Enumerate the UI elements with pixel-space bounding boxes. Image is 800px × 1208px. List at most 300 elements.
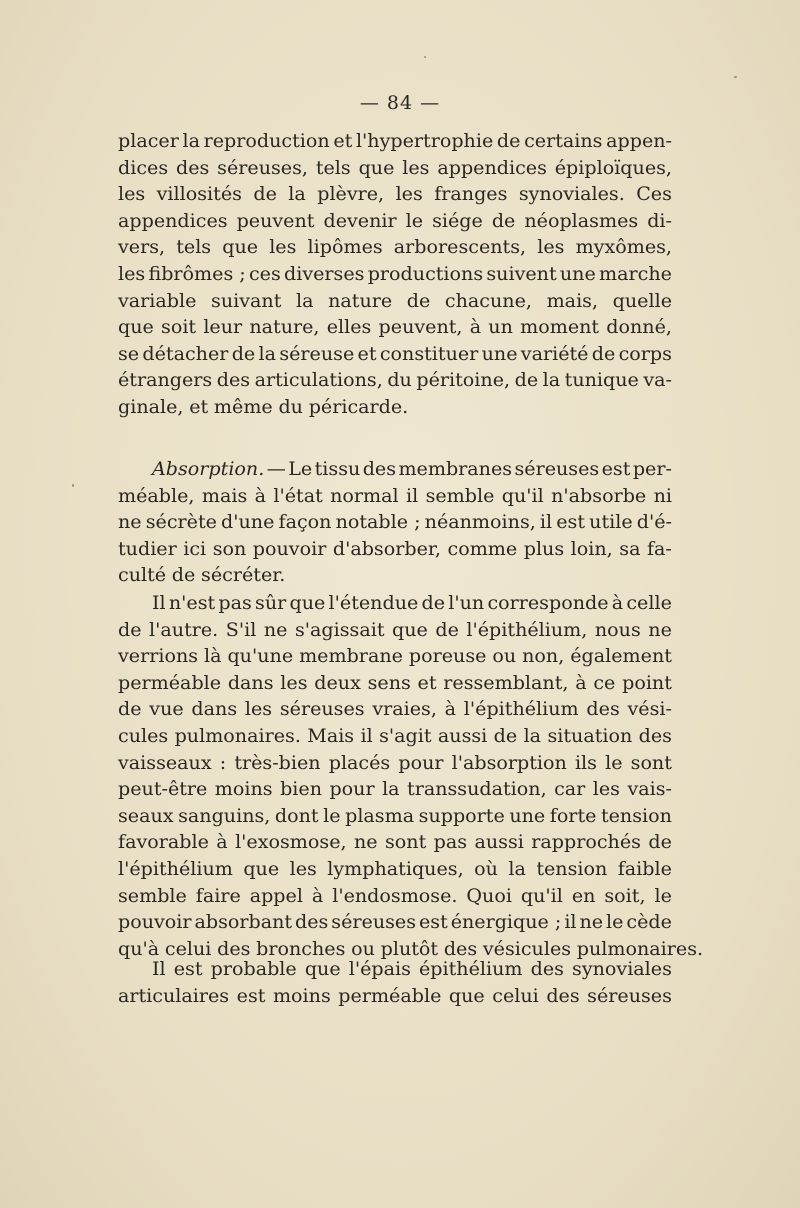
word: absorbant bbox=[194, 910, 293, 934]
word: des bbox=[295, 910, 329, 934]
word: est bbox=[556, 510, 586, 534]
text-line bbox=[118, 394, 672, 421]
word: siége bbox=[432, 208, 483, 232]
word: des bbox=[216, 368, 251, 392]
word: sa bbox=[619, 536, 641, 560]
word: ce bbox=[593, 670, 616, 694]
word: du bbox=[387, 368, 412, 392]
word: villosités bbox=[156, 182, 242, 206]
word: nature, bbox=[249, 315, 320, 339]
text-line bbox=[118, 983, 672, 1010]
text-line bbox=[118, 314, 672, 341]
word: tension bbox=[600, 803, 672, 827]
word: supporte bbox=[418, 803, 505, 827]
word: qu'à bbox=[118, 936, 160, 960]
text-line bbox=[118, 261, 672, 288]
word: productions bbox=[367, 261, 484, 285]
word: suivent bbox=[486, 261, 557, 285]
word: les bbox=[537, 235, 565, 259]
word: pas bbox=[218, 591, 252, 614]
word: est bbox=[236, 983, 266, 1007]
word: néoplasmes bbox=[524, 208, 639, 232]
word: notable ; bbox=[335, 510, 421, 534]
word: ne bbox=[648, 617, 672, 641]
word: les bbox=[289, 856, 317, 880]
word: peuvent, bbox=[378, 315, 463, 339]
word: l'un bbox=[448, 591, 485, 614]
word: vue bbox=[149, 697, 184, 721]
word: épithélium bbox=[419, 957, 523, 980]
word: pour bbox=[329, 777, 375, 801]
text-line bbox=[118, 128, 672, 155]
text-line bbox=[118, 341, 672, 368]
text-line bbox=[118, 750, 672, 777]
word: des bbox=[217, 936, 251, 960]
text-line bbox=[118, 776, 672, 803]
word: les bbox=[402, 155, 430, 179]
word: Quoi bbox=[466, 883, 512, 907]
word: de bbox=[171, 563, 196, 587]
word: nature bbox=[328, 288, 393, 312]
word: son bbox=[212, 536, 247, 560]
word: des bbox=[530, 957, 564, 980]
word: épiploïques, bbox=[554, 155, 672, 179]
word: l'autre. bbox=[149, 617, 219, 641]
word: la bbox=[523, 723, 542, 747]
word: l'épithélium bbox=[118, 856, 233, 880]
word: les bbox=[269, 235, 297, 259]
word: per- bbox=[632, 457, 672, 480]
text-line bbox=[118, 509, 672, 536]
word: lymphatiques, bbox=[327, 856, 464, 880]
word: pulmonaires. bbox=[576, 936, 704, 960]
word: l'épithélium, bbox=[466, 617, 588, 641]
section-heading: Absorption. bbox=[152, 457, 265, 480]
paper-speck bbox=[72, 484, 74, 487]
word: de bbox=[118, 617, 142, 641]
word: franges bbox=[434, 182, 508, 206]
word: marche bbox=[599, 261, 672, 285]
text-line bbox=[118, 208, 672, 235]
word: le bbox=[605, 750, 623, 774]
word: utile bbox=[589, 510, 633, 534]
word: faible bbox=[617, 856, 672, 880]
word: ne bbox=[118, 510, 142, 534]
word: qu'il bbox=[501, 483, 544, 507]
word: fibrômes ; bbox=[148, 261, 246, 285]
text-line bbox=[118, 829, 672, 856]
word: ils bbox=[574, 750, 597, 774]
word: à bbox=[575, 670, 587, 694]
word: nous bbox=[594, 617, 641, 641]
word: qu'une bbox=[227, 644, 294, 668]
word: perméable bbox=[118, 670, 222, 694]
word: articulations, bbox=[254, 368, 383, 392]
word: n'absorbe bbox=[551, 483, 647, 507]
word: — bbox=[266, 457, 286, 480]
paragraph-epithelium bbox=[118, 590, 704, 962]
word: Il bbox=[152, 957, 166, 980]
word: ne bbox=[579, 910, 604, 934]
word: il bbox=[360, 723, 373, 747]
word: vraies, bbox=[372, 697, 437, 721]
word: la bbox=[382, 777, 400, 801]
word: que bbox=[448, 983, 485, 1007]
word: que bbox=[358, 155, 395, 179]
word: n'est bbox=[168, 591, 216, 614]
word: le bbox=[323, 803, 341, 827]
word: vési- bbox=[627, 697, 672, 721]
text-line bbox=[118, 155, 672, 182]
text-line bbox=[118, 456, 672, 483]
word: appendices bbox=[437, 155, 547, 179]
paragraph-absorption bbox=[118, 456, 672, 589]
word: constituer bbox=[379, 341, 479, 365]
word: aussi bbox=[474, 830, 524, 854]
word: la bbox=[288, 182, 306, 206]
word: bronches bbox=[256, 936, 346, 960]
word: la bbox=[182, 129, 200, 152]
word: verrions bbox=[118, 644, 199, 668]
word: suivant bbox=[211, 288, 282, 312]
text-line bbox=[118, 909, 672, 936]
word: de bbox=[496, 129, 521, 152]
word: il bbox=[564, 910, 577, 934]
word: péritoine, bbox=[416, 368, 511, 392]
word: ginale, bbox=[118, 394, 184, 418]
word: sécrète bbox=[145, 510, 217, 534]
word: de bbox=[231, 341, 256, 365]
word: Il bbox=[152, 591, 166, 614]
word: pouvoir bbox=[252, 536, 327, 560]
text-line bbox=[118, 562, 672, 589]
word: il bbox=[539, 510, 553, 534]
text-line bbox=[118, 536, 672, 563]
word: la bbox=[295, 288, 314, 312]
text-line bbox=[118, 803, 672, 830]
word: les bbox=[244, 697, 273, 721]
word: perméable bbox=[338, 983, 442, 1007]
word: peuvent bbox=[236, 208, 315, 232]
word: lipômes bbox=[307, 235, 383, 259]
paper-speck bbox=[734, 76, 737, 78]
word: celui bbox=[164, 936, 212, 960]
word: les bbox=[280, 670, 308, 694]
word: de bbox=[406, 288, 431, 312]
text-line bbox=[118, 288, 672, 315]
word: appel bbox=[249, 883, 303, 907]
word: ces bbox=[248, 261, 281, 285]
word: moins bbox=[214, 777, 273, 801]
word: où bbox=[474, 856, 498, 880]
word: séreuses bbox=[279, 697, 365, 721]
word: synoviales bbox=[572, 957, 672, 980]
word: façon bbox=[278, 510, 332, 534]
word: va- bbox=[643, 368, 672, 392]
word: énergique ; bbox=[450, 910, 562, 934]
text-line bbox=[118, 883, 672, 910]
word: arborescents, bbox=[393, 235, 527, 259]
word: d'absorber, bbox=[332, 536, 441, 560]
word: moment bbox=[520, 315, 600, 339]
text-line bbox=[118, 696, 672, 723]
word: di- bbox=[647, 208, 672, 232]
word: à bbox=[469, 315, 482, 339]
word: de bbox=[591, 341, 616, 365]
text-line bbox=[118, 670, 672, 697]
word: quelle bbox=[612, 288, 672, 312]
word: une bbox=[509, 803, 546, 827]
word: donné, bbox=[606, 315, 672, 339]
word: dices bbox=[118, 155, 169, 179]
word: également bbox=[570, 644, 672, 668]
word: à bbox=[444, 697, 457, 721]
word: cède bbox=[626, 910, 672, 934]
word: rapprochés bbox=[531, 830, 641, 854]
word: non, bbox=[522, 644, 565, 668]
word: de bbox=[648, 830, 672, 854]
word: sûr bbox=[255, 591, 287, 614]
word: des bbox=[546, 983, 580, 1007]
word: l'épithélium bbox=[463, 697, 579, 721]
word: mais, bbox=[546, 288, 599, 312]
word: les bbox=[118, 182, 146, 206]
word: poreuse bbox=[408, 644, 487, 668]
word: le bbox=[606, 910, 624, 934]
word: et bbox=[417, 670, 437, 694]
word: corresponde bbox=[487, 591, 609, 614]
word: deux bbox=[314, 670, 361, 694]
word: la bbox=[508, 856, 526, 880]
word: dans bbox=[227, 670, 274, 694]
word: des bbox=[443, 936, 478, 960]
word: faire bbox=[195, 883, 241, 907]
word: de bbox=[435, 617, 459, 641]
word: plèvre, bbox=[317, 182, 385, 206]
word: seaux bbox=[118, 803, 174, 827]
word: ici bbox=[183, 536, 207, 560]
word: s'agit bbox=[379, 723, 432, 747]
word: mais bbox=[201, 483, 248, 507]
word: articulaires bbox=[118, 983, 230, 1007]
word: dans bbox=[191, 697, 238, 721]
word: du bbox=[278, 394, 303, 418]
word: tudier bbox=[118, 536, 177, 560]
word: il bbox=[406, 483, 419, 507]
word: Le bbox=[288, 457, 313, 480]
word: reproduction bbox=[203, 129, 330, 152]
word: l'épais bbox=[348, 957, 411, 980]
word: placés bbox=[328, 750, 391, 774]
word: détacher bbox=[142, 341, 229, 365]
word: ou bbox=[351, 936, 375, 960]
word: S'il bbox=[225, 617, 257, 641]
paper-speck bbox=[424, 56, 426, 58]
word: et bbox=[333, 129, 353, 152]
word: séreuse bbox=[279, 341, 355, 365]
word: normal bbox=[330, 483, 399, 507]
text-line bbox=[118, 367, 672, 394]
paragraph-synoviales bbox=[118, 956, 672, 1009]
word: de bbox=[421, 591, 446, 614]
word: en bbox=[571, 883, 596, 907]
word: membrane bbox=[299, 644, 403, 668]
word: que bbox=[222, 235, 259, 259]
word: étrangers bbox=[118, 368, 213, 392]
word: des bbox=[175, 155, 210, 179]
word: probable bbox=[210, 957, 297, 980]
word: l'étendue bbox=[328, 591, 419, 614]
word: sécréter. bbox=[201, 563, 286, 587]
word: ressemblant, bbox=[443, 670, 569, 694]
word: que bbox=[243, 856, 280, 880]
word: variable bbox=[118, 288, 197, 312]
word: péricarde. bbox=[308, 394, 409, 418]
word: que bbox=[289, 591, 326, 614]
word: séreuses, bbox=[217, 155, 308, 179]
word: à bbox=[216, 830, 228, 854]
word: diverses bbox=[284, 261, 365, 285]
word: sens bbox=[367, 670, 411, 694]
word: séreuses bbox=[331, 910, 417, 934]
word: comme bbox=[447, 536, 518, 560]
word: celle bbox=[626, 591, 672, 614]
word: loin, bbox=[570, 536, 613, 560]
word: l'endosmose. bbox=[332, 883, 458, 907]
word: le bbox=[654, 883, 672, 907]
word: est bbox=[173, 957, 203, 980]
word: l'exosmose, bbox=[235, 830, 347, 854]
word: corps bbox=[618, 341, 672, 365]
word: chacune, bbox=[444, 288, 532, 312]
page-number: — 84 — bbox=[359, 92, 441, 114]
word: même bbox=[213, 394, 273, 418]
word: point bbox=[622, 670, 672, 694]
text-line bbox=[118, 234, 672, 261]
word: Ces bbox=[636, 182, 672, 206]
text-line bbox=[118, 590, 672, 617]
word: leur bbox=[203, 315, 243, 339]
word: appendices bbox=[118, 208, 228, 232]
word: celui bbox=[492, 983, 539, 1007]
word: ne bbox=[353, 830, 378, 854]
word: vésicules bbox=[482, 936, 572, 960]
word: pour bbox=[398, 750, 444, 774]
word: bien bbox=[280, 777, 322, 801]
word: la bbox=[258, 341, 277, 365]
text-line bbox=[118, 723, 672, 750]
word: tension bbox=[536, 856, 608, 880]
word: car bbox=[554, 777, 586, 801]
word: un bbox=[488, 315, 513, 339]
word: forte bbox=[549, 803, 597, 827]
text-line bbox=[118, 856, 672, 883]
word: à bbox=[611, 591, 624, 614]
text-line bbox=[118, 643, 672, 670]
word: soit bbox=[161, 315, 197, 339]
word: vaisseaux bbox=[118, 750, 212, 774]
word: myxômes, bbox=[575, 235, 672, 259]
text-line bbox=[118, 483, 672, 510]
word: elles bbox=[326, 315, 372, 339]
word: d'é- bbox=[636, 510, 672, 534]
word: très-bien bbox=[234, 750, 321, 774]
word: tissu bbox=[314, 457, 361, 480]
word: l'hypertrophie bbox=[355, 129, 494, 152]
word: est bbox=[418, 910, 448, 934]
word: variété bbox=[520, 341, 589, 365]
word: de bbox=[493, 723, 518, 747]
word: néanmoins, bbox=[424, 510, 536, 534]
word: favorable bbox=[118, 830, 209, 854]
word: des bbox=[586, 697, 620, 721]
word: à bbox=[311, 883, 324, 907]
word: s'agissait bbox=[294, 617, 385, 641]
word: ni bbox=[653, 483, 672, 507]
word: l'absorption bbox=[451, 750, 567, 774]
word: placer bbox=[118, 129, 179, 152]
word: le bbox=[405, 208, 424, 232]
word: de bbox=[491, 208, 516, 232]
word: d'une bbox=[221, 510, 275, 534]
word: des bbox=[638, 723, 672, 747]
word: fa- bbox=[646, 536, 672, 560]
word: est bbox=[601, 457, 631, 480]
word: semble bbox=[118, 883, 187, 907]
word: pas bbox=[433, 830, 468, 854]
word: Mais bbox=[307, 723, 355, 747]
word: sont bbox=[630, 750, 672, 774]
word: tels bbox=[315, 155, 351, 179]
word: là bbox=[204, 644, 222, 668]
word: synoviales. bbox=[518, 182, 625, 206]
word: les bbox=[118, 261, 146, 285]
word: tels bbox=[176, 235, 212, 259]
text-line bbox=[118, 956, 672, 983]
word: une bbox=[481, 341, 518, 365]
word: les bbox=[395, 182, 423, 206]
word: cules bbox=[118, 723, 169, 747]
word: la bbox=[542, 368, 561, 392]
word: de bbox=[253, 182, 277, 206]
word: séreuses bbox=[514, 457, 600, 480]
word: dont bbox=[274, 803, 319, 827]
text-line bbox=[118, 617, 672, 644]
word: séreuses bbox=[587, 983, 672, 1007]
word: ne bbox=[263, 617, 288, 641]
word: ou bbox=[492, 644, 517, 668]
word: l'état bbox=[273, 483, 323, 507]
word: que bbox=[392, 617, 428, 641]
word: transsudation, bbox=[407, 777, 547, 801]
word: les bbox=[592, 777, 620, 801]
word: sanguins, bbox=[178, 803, 271, 827]
word: que bbox=[304, 957, 341, 980]
word: se bbox=[118, 341, 140, 365]
text-line bbox=[118, 181, 672, 208]
word: semble bbox=[425, 483, 495, 507]
word: devenir bbox=[323, 208, 397, 232]
word: et bbox=[189, 394, 209, 418]
word: plasma bbox=[345, 803, 415, 827]
word: aussi bbox=[437, 723, 488, 747]
word: vers, bbox=[118, 235, 166, 259]
word: qu'il bbox=[520, 883, 563, 907]
word: : bbox=[219, 750, 227, 774]
word: sont bbox=[385, 830, 427, 854]
word: moins bbox=[272, 983, 331, 1007]
word: méable, bbox=[118, 483, 195, 507]
